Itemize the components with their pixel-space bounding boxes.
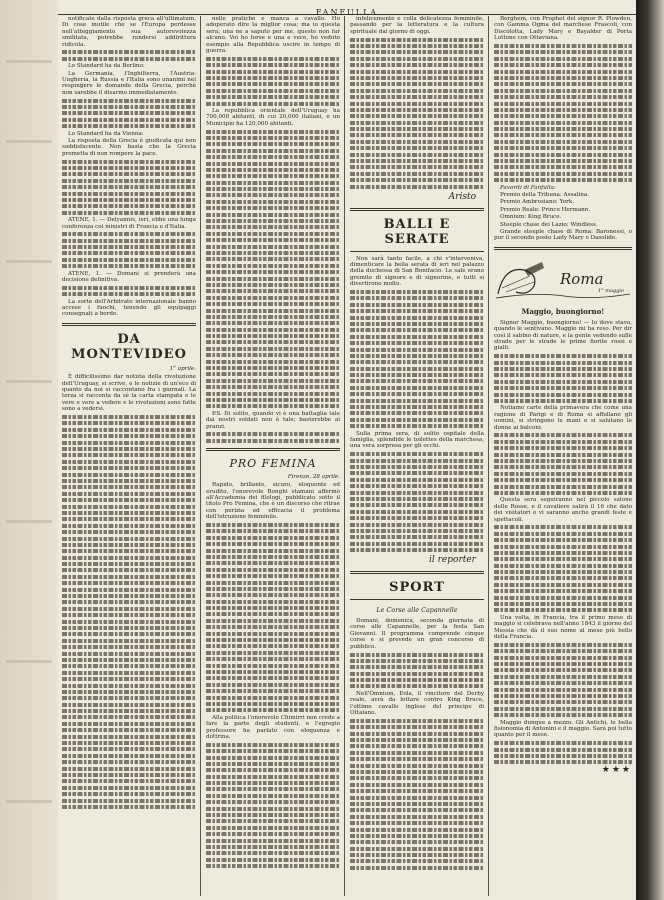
favorites-heading: Favoriti di Fanfulla: [500, 184, 556, 191]
article-text: Rapido, brillante, sicuro, eloquente ed erudito, l'onorevole Bonghi stamani affermò all'Accademia dei filologi, pubblicato sotto il titolo Pro Femina, che è un discorso che ritrae con perizia ed efficacia il problema dell'istruzione femminile. [206, 482, 340, 521]
section-divider [350, 599, 484, 600]
column-1 [62, 16, 196, 896]
gutter-bleed [6, 660, 52, 663]
newspaper-page [58, 0, 636, 900]
gutter-bleed [6, 60, 52, 63]
article-text: Notiamo carte della primavera che come una ragione di Parigi e di Roma si affollano gli uomini, si stringono le mani e si salutano le donne ai balconi. [494, 405, 632, 431]
article-text: Alla politica l'onorevole Chimirri non crede a fare la parte degli studenti, e l'egregio professore ha parlato con eloquenza e dottrina. [206, 714, 340, 740]
article-text: Maggio dunque a mezzo. Gli Antichi, le bella fisionomia di Antonini e il maggio. Sarà poi tutto quanto per il mese. [494, 719, 632, 739]
favorite-item: Grande steeple chase di Roma: Baronessi, o pur il secondo posto Lady Mary o Dasolide. [494, 229, 632, 242]
favorite-item: Steeple chase dei Lazio: Windless. [500, 221, 598, 228]
roma-illustration [494, 256, 632, 302]
article-text: nelle pratiche e manca a cavallo. Ho adoperato dire la miglior cosa; ma io questa sera; una ne a saputo per me, queste non far alcuno. Voi ho forse e una e vece, ho veduto esempio alla Repubblica uscire in tempo di guerra. [206, 16, 340, 55]
gutter-bleed [6, 380, 52, 383]
section-divider [350, 251, 484, 252]
gutter-bleed [6, 800, 52, 803]
gutter-bleed [6, 140, 52, 143]
article-text: P.S. Di solito, quando vi è una battaglia tale dai nostri soldati non è tale; basterebbe ai pranzi. [206, 410, 340, 430]
page-masthead [58, 0, 636, 15]
article-text: Lo Standard ha da Berlino: [68, 63, 145, 70]
section-divider [350, 571, 484, 574]
column-rule [344, 16, 345, 896]
article-text: È difficilissimo dar notizia della rivoluzione dell'Uruguay, si scrive, e le notizie di un'eco di quanto da noi si raccontano fra i giornali. La terza si racconta da sè la carta stampata e le vere e vere a vedere e le rivoluzioni sono fatte sono a vedersi. [62, 374, 196, 413]
article-text: Nell'Omnium, Eola, il vincitore del Derby reale, avrà da lottare contro King Bruce, l'ottimo cavallo inglese del principe di Ottaiano. [350, 690, 484, 717]
section-divider [62, 323, 196, 326]
article-text: Una volta, in Francia, tra il primo mese di maggio si celebrava nell'anno 1843 il giorno del Messia che dà il suo nome al mese più bello della Francia. [494, 614, 632, 641]
headline-montevideo: DA MONTEVIDEO [71, 331, 187, 362]
gutter-bleed [6, 260, 52, 263]
subheadline-corse: Le Corse alle Capannelle [376, 606, 458, 615]
column-rule [488, 16, 489, 896]
favorite-item: Premio della Tribuna: Assalina. [500, 192, 589, 199]
favorite-item: Omnium: King Bruce. [500, 214, 562, 221]
page-binding-edge [636, 0, 664, 900]
section-divider [494, 247, 632, 250]
roma-engraving [494, 256, 632, 302]
article-text: ATENE, 1. — Delyannis, ieri, ebbe una lunga conferenza coi ministri di Francia e d'Italia. [62, 217, 196, 230]
roma-date: 1° maggio [598, 287, 625, 294]
article-text: infelicemente e colla delicatezza femminile, passando per la letteratura e la cultura spirituale dal giorno di oggi. [350, 16, 484, 35]
closing-stars: ★★★ [601, 765, 632, 776]
article-text: Non sarà tanto facile, a chi v'interveniva, dimenticare la bella serata di ieri nel palazzo della duchessa di San Bonifacio. Le sale erano gremite di signore e di signorine, e tutti si divertirono molto. [350, 255, 484, 288]
dateline: Firenze, 28 aprile. [287, 473, 340, 480]
article-text: La Germania, l'Inghilterra, l'Austria-Ungheria, la Russia e l'Italia sono unanimi nel respingere le domande della Grecia, perchè non sarebbe il disarmo immediatamente. [62, 70, 196, 96]
page-gutter [0, 0, 58, 900]
section-divider [350, 208, 484, 211]
gutter-bleed [6, 520, 52, 523]
column-4 [494, 16, 632, 896]
article-text: Questa sera seguiranno nel piccolo salone delle Rosse, e il cavaliere salirà il 16 che dato dei visitatori e vi saranno anche grandi feste e spettacoli. [494, 497, 632, 523]
column-3 [350, 16, 484, 896]
article-text: La sorte dell'Arbitrato internazionale banno accese i fuochi, tenendo gli equipaggi consegnati a bordo. [62, 298, 196, 318]
article-text: Domani, domenica, seconda giornata di corse alle Capannelle, per la festa San Giovanni. Il programma comprende cinque corse e si prevede un gran concorso di pubblico. [350, 618, 484, 650]
article-text: Sulla prima sera, di solito ospitale della famiglia, splendide le toilettes della marchesa, una vera sorpresa per gli occhi. [350, 430, 484, 450]
roma-title: Roma [560, 269, 604, 288]
article-text: ATENE, 1. — Domani si prenderà una decisione definitiva. [62, 270, 196, 284]
greeting-heading: Maggio, buongiorno! [521, 306, 605, 316]
favorite-item: Premio Ambrosiano: York. [500, 199, 574, 206]
headline-sport: SPORT [389, 580, 445, 596]
author-signature: il reporter [429, 555, 476, 566]
author-signature: Aristo [448, 191, 476, 202]
favorite-item: Premio Reale: Prince Hermann. [500, 206, 591, 213]
headline-pro-femina: PRO FEMINA [229, 456, 317, 470]
article-text: notificate dalla risposta greca all'ultimatum. Di cose inutile che se l'Europa perdesse nell'atteggiamento sua autorevolezza smilitata, potrebbe rendersi addirittura ridicola. [62, 16, 196, 48]
article-text: La risposta della Grecia è giudicata qui non soddisfacente. Non basta che la Grecia prometta di non rompere la pace. [62, 137, 196, 157]
article-text: Signor Maggio, buongiorno! — Io dove stavo, quando le sentivano. Maggio mi ha reso. Per dir così il sabbio di nature, e la gente vedendo sulle strade per le strade le prime fiorite rossi e gialli. [494, 319, 632, 352]
headline-balli-e-serate: BALLI E SERATE [383, 216, 451, 247]
article-text: Berghem, con Prophet del signor R. Plowden, con Gamma Ogma del marchese Frascoli, con Discolotta, Lady Mary e Bayalder di Porta Lottone con Ottaviana. [494, 16, 632, 42]
masthead-title: FANFULLA [315, 8, 379, 17]
column-rule [200, 16, 201, 896]
column-2 [206, 16, 340, 896]
dateline: 1° aprile. [169, 365, 196, 372]
article-text: Lo Standard ha da Vienna: [68, 130, 144, 137]
section-divider [206, 448, 340, 451]
article-text: La repubblica orientale dell'Uruguay ha 700,000 abitanti, di cui 20,000 italiani, e un Municipio ha 120,000 abitanti. [206, 107, 340, 127]
